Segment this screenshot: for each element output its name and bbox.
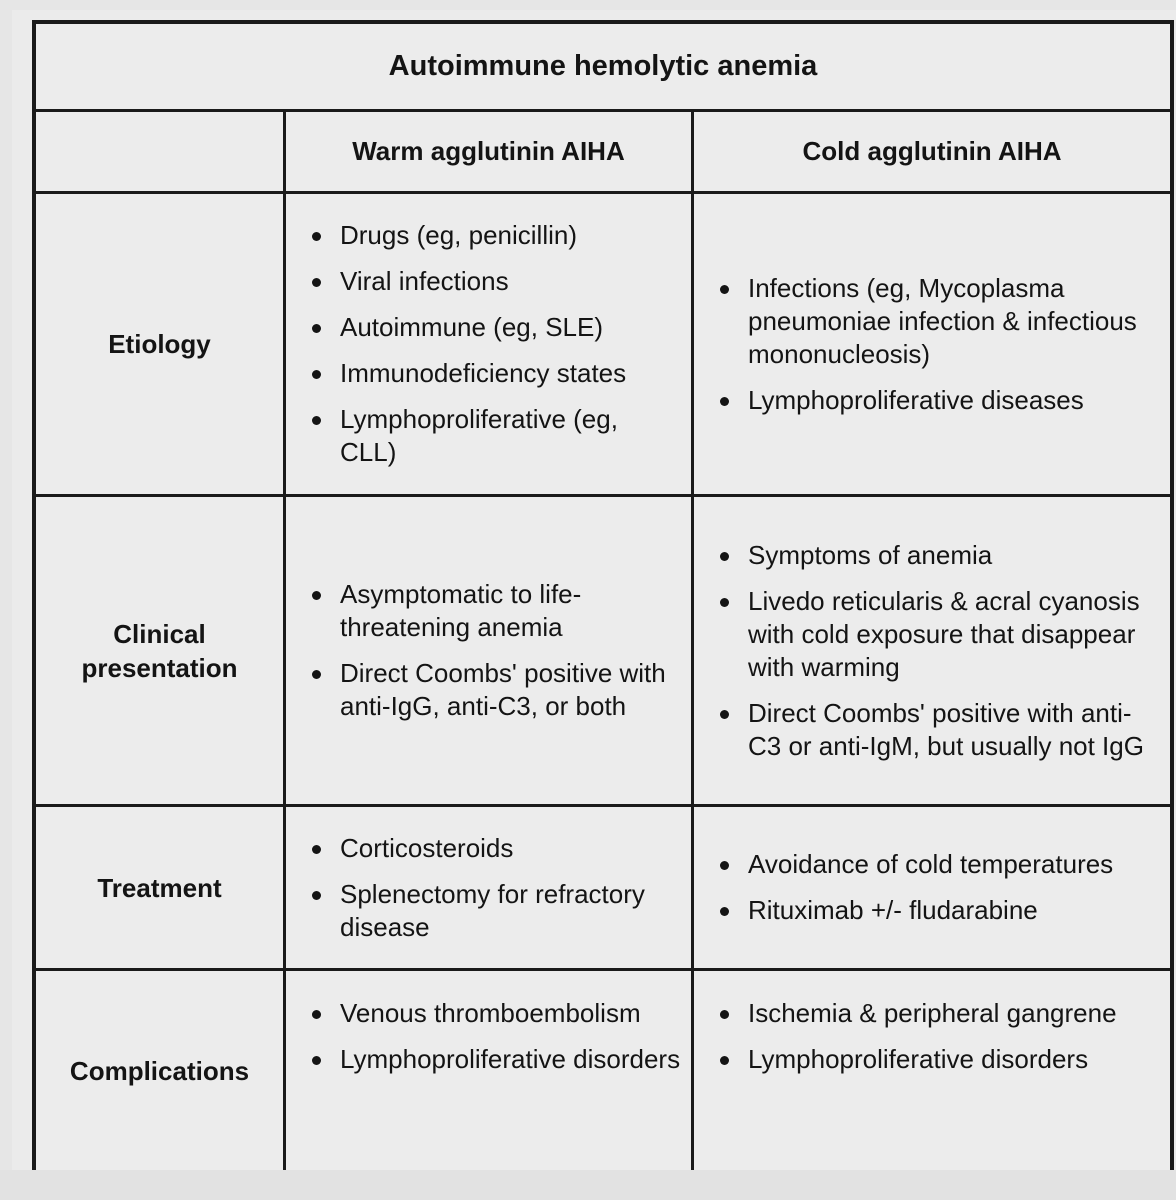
row-label-complications: Complications (36, 971, 286, 1171)
list-item: Lymphoproliferative disorders (718, 1043, 1160, 1076)
list-item: Avoidance of cold temperatures (718, 848, 1160, 881)
header-empty-cell (36, 112, 286, 194)
complications-cold-cell (694, 971, 1170, 1171)
list-item: Symptoms of anemia (718, 539, 1160, 572)
aiha-table (32, 20, 1174, 1170)
list-item: Venous thromboembolism (310, 997, 681, 1030)
list-item: Asymptomatic to life-threatening anemia (310, 578, 681, 644)
complications-cold-list (718, 997, 1160, 1076)
bottom-margin (0, 1170, 1176, 1200)
clinical-warm-list (310, 578, 681, 723)
treatment-cold-cell (694, 807, 1170, 971)
list-item: Direct Coombs' positive with anti-C3 or anti-IgM, but usually not IgG (718, 697, 1160, 763)
list-item: Drugs (eg, penicillin) (310, 219, 681, 252)
complications-warm-cell (286, 971, 694, 1171)
etiology-cold-list (718, 272, 1160, 417)
header-cold-agglutinin: Cold agglutinin AIHA (694, 112, 1170, 194)
list-item: Autoimmune (eg, SLE) (310, 311, 681, 344)
list-item: Direct Coombs' positive with anti-IgG, anti-C3, or both (310, 657, 681, 723)
row-label-etiology: Etiology (36, 194, 286, 497)
list-item: Viral infections (310, 265, 681, 298)
page-background (12, 10, 1176, 1170)
list-item: Livedo reticularis & acral cyanosis with cold exposure that disappear with warming (718, 585, 1160, 684)
list-item: Corticosteroids (310, 832, 681, 865)
etiology-warm-cell (286, 194, 694, 497)
list-item: Ischemia & peripheral gangrene (718, 997, 1160, 1030)
list-item: Lymphoproliferative disorders (310, 1043, 681, 1076)
table-grid (36, 112, 1170, 1171)
list-item: Rituximab +/- fludarabine (718, 894, 1160, 927)
list-item: Immunodeficiency states (310, 357, 681, 390)
clinical-warm-cell (286, 497, 694, 807)
clinical-cold-list (718, 539, 1160, 763)
table-title: Autoimmune hemolytic anemia (36, 24, 1170, 112)
row-label-treatment: Treatment (36, 807, 286, 971)
treatment-warm-cell (286, 807, 694, 971)
etiology-cold-cell (694, 194, 1170, 497)
list-item: Splenectomy for refractory disease (310, 878, 681, 944)
treatment-warm-list (310, 832, 681, 944)
header-warm-agglutinin: Warm agglutinin AIHA (286, 112, 694, 194)
treatment-cold-list (718, 848, 1160, 927)
list-item: Lymphoproliferative (eg, CLL) (310, 403, 681, 469)
list-item: Lymphoproliferative diseases (718, 384, 1160, 417)
etiology-warm-list (310, 219, 681, 469)
list-item: Infections (eg, Mycoplasma pneumoniae infection & infectious mononucleosis) (718, 272, 1160, 371)
clinical-cold-cell (694, 497, 1170, 807)
row-label-clinical-presentation: Clinical presentation (36, 497, 286, 807)
complications-warm-list (310, 997, 681, 1076)
